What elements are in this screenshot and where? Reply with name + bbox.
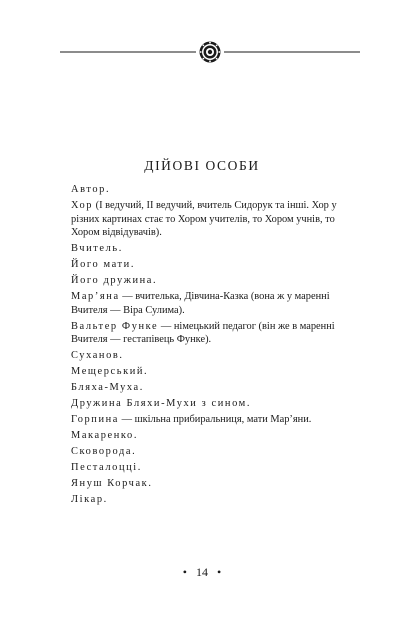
footer-bullet-left: • <box>182 565 187 579</box>
character-description: (І ведучий, ІІ ведучий, вчитель Сидорук та інші. Хор у різних картинах стає то Хором учителів, то Хором учнів, то Хором відвідувачів). <box>71 199 337 239</box>
character-name: Вчитель. <box>71 243 123 255</box>
character-name: Януш Корчак. <box>71 478 153 490</box>
character-name: Хор <box>71 199 94 211</box>
cast-entry <box>71 242 343 256</box>
character-name: Макаренко. <box>71 430 139 442</box>
cast-entry <box>71 477 343 491</box>
character-name: Вальтер Функе <box>71 320 159 332</box>
page-number: 14 <box>196 565 208 579</box>
character-name: Мещерський. <box>71 366 149 378</box>
page-footer <box>0 565 404 580</box>
character-name: Дружина Бляхи-Мухи з сином. <box>71 398 252 410</box>
cast-entry <box>71 397 343 411</box>
character-name: Бляха-Муха. <box>71 382 144 394</box>
character-description: — німецький педагог (він же в маренні Вчителя — гестапівець Функе). <box>71 320 335 346</box>
cast-entry <box>71 381 343 395</box>
cast-entry <box>71 429 343 443</box>
character-name: Його дружина. <box>71 275 158 287</box>
footer-bullet-right: • <box>217 565 222 579</box>
cast-entry <box>71 320 343 347</box>
character-name: Автор. <box>71 184 111 195</box>
character-name: Його мати. <box>71 259 136 271</box>
cast-entry <box>71 461 343 475</box>
ornament-medallion <box>200 42 221 63</box>
cast-entry <box>71 493 343 507</box>
page-heading: ДІЙОВІ ОСОБИ <box>144 158 260 173</box>
cast-entry <box>71 349 343 363</box>
character-description: — вчителька, Дівчина-Казка (вона ж у маренні Вчителя — Віра Сулима). <box>71 291 330 316</box>
cast-entry <box>71 274 343 288</box>
cast-entry <box>71 413 343 427</box>
cast-entry <box>71 183 343 197</box>
cast-entry <box>71 258 343 272</box>
character-name: Песталоцці. <box>71 462 142 474</box>
cast-entry <box>71 365 343 379</box>
cast-entry <box>71 199 343 240</box>
cast-list <box>71 183 343 509</box>
header-ornament <box>60 40 360 64</box>
character-name: Лікар. <box>71 494 108 506</box>
character-name: Горпина <box>71 414 119 426</box>
cast-entry <box>71 290 343 317</box>
character-name: Суханов. <box>71 350 124 362</box>
character-name: Сковорода. <box>71 446 137 458</box>
cast-entry <box>71 445 343 459</box>
character-description: — шкільна прибиральниця, мати Мар’яни. <box>118 414 312 426</box>
character-name: Мар’яна <box>71 291 120 303</box>
